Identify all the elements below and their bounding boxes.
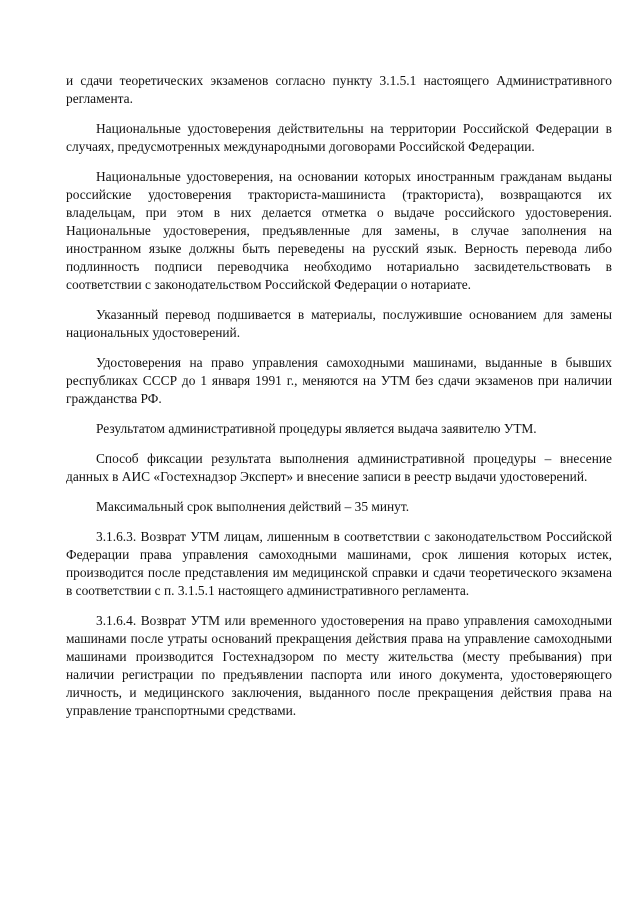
- paragraph-national-licenses-validity: Национальные удостоверения действительны на территории Российской Федерации в случаях, предусмотренных международными договорами Российской Федерации.: [66, 121, 612, 154]
- paragraph-procedure-result: Результатом административной процедуры является выдача заявителю УТМ.: [96, 421, 537, 436]
- paragraph-ussr-licenses: Удостоверения на право управления самоходными машинами, выданные в бывших республиках СССР до 1 января 1991 г., меняются на УТМ без сдачи экзаменов при наличии гражданства РФ.: [66, 355, 612, 406]
- paragraph-result-recording: Способ фиксации результата выполнения административной процедуры – внесение данных в АИС «Гостехнадзор Эксперт» и внесение записи в реестр выдачи удостоверений.: [66, 451, 612, 484]
- paragraph-national-licenses-return: Национальные удостоверения, на основании которых иностранным гражданам выданы российские удостоверения тракториста-машиниста (тракториста), возвращаются их владельцам, при этом в них делается отметка о выдаче российского удостоверения. Национальные удостоверения, предъявленные для замены, в случае заполнения на иностранном языке должны быть переведены на русский язык. Верность перевода либо подлинность подписи переводчика необходимо нотариально засвидетельствовать в соответствии с законодательством Российской Федерации о нотариате.: [66, 169, 612, 292]
- paragraph-translation-filing: Указанный перевод подшивается в материалы, послужившие основанием для замены национальных удостоверений.: [66, 307, 612, 340]
- paragraph-section-3-1-6-3: 3.1.6.3. Возврат УТМ лицам, лишенным в соответствии с законодательством Российской Федерации права управления самоходными машинами, срок лишения которых истек, производится после представления им медицинской справки и сдачи теоретического экзамена в соответствии с п. 3.1.5.1 настоящего административного регламента.: [66, 529, 612, 598]
- paragraph-max-duration: Максимальный срок выполнения действий – 35 минут.: [96, 499, 410, 514]
- document-page: [66, 72, 612, 732]
- paragraph-continuation: и сдачи теоретических экзаменов согласно пункту 3.1.5.1 настоящего Административного регламента.: [66, 73, 612, 106]
- paragraph-section-3-1-6-4: 3.1.6.4. Возврат УТМ или временного удостоверения на право управления самоходными машинами после утраты оснований прекращения действия права на управление самоходными машинами производится Гостехнадзором по месту жительства (месту пребывания) при наличии регистрации по предъявлении паспорта или иного документа, удостоверяющего личность, и медицинского заключения, выданного после прекращения действия права на управление транспортными средствами.: [66, 613, 612, 718]
